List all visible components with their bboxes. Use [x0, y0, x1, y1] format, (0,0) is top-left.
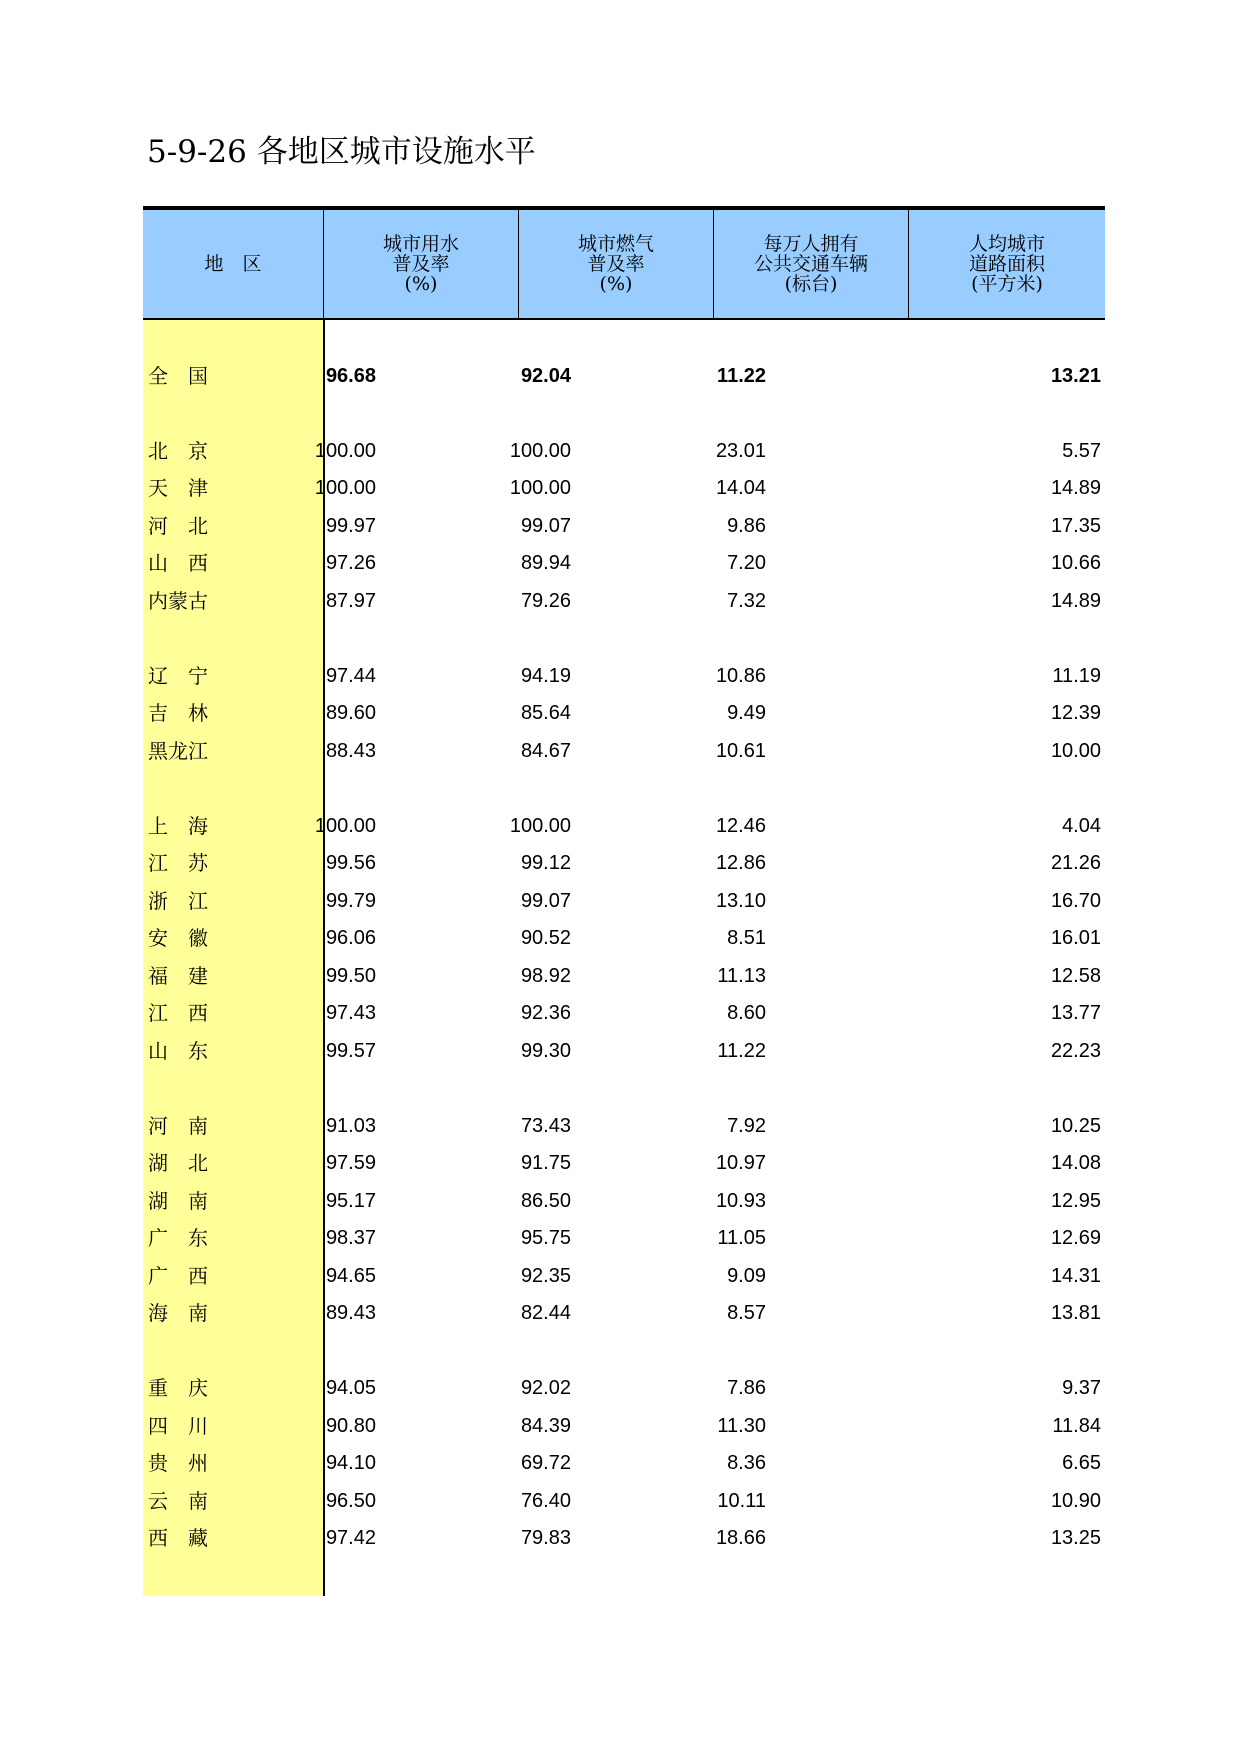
table-row — [143, 920, 1105, 956]
gas-coverage-cell: 99.30 — [520, 1040, 571, 1062]
gas-coverage-cell: 99.12 — [520, 852, 571, 874]
road-area-cell: 10.66 — [1050, 552, 1101, 574]
water-coverage-cell: 96.68 — [325, 365, 376, 387]
table-row — [143, 695, 1105, 731]
transit-vehicles-cell: 11.22 — [717, 365, 766, 387]
road-area-cell: 14.31 — [1050, 1265, 1101, 1287]
water-coverage-cell: 89.43 — [325, 1302, 376, 1324]
header-line: (%) — [599, 273, 633, 295]
road-area-cell: 9.37 — [1062, 1377, 1101, 1399]
region-cell: 四 川 — [148, 1414, 208, 1438]
transit-vehicles-cell: 10.61 — [715, 740, 766, 762]
header-gas-coverage — [519, 210, 713, 318]
table-row — [143, 583, 1105, 619]
road-area-cell: 12.95 — [1050, 1190, 1101, 1212]
header-line: 普及率 — [587, 253, 645, 275]
road-area-cell: 10.90 — [1050, 1490, 1101, 1512]
road-area-cell: 6.65 — [1062, 1452, 1101, 1474]
table-header — [143, 210, 1105, 320]
gas-coverage-cell: 92.04 — [520, 365, 571, 387]
header-public-transit — [714, 210, 908, 318]
transit-vehicles-cell: 10.11 — [717, 1490, 766, 1512]
water-coverage-cell: 100.00 — [314, 440, 376, 462]
gas-coverage-cell: 94.19 — [520, 665, 571, 687]
table-row — [143, 808, 1105, 844]
transit-vehicles-cell: 11.30 — [717, 1415, 766, 1437]
water-coverage-cell: 97.42 — [325, 1527, 376, 1549]
page-title: 5-9-26 各地区城市设施水平 — [147, 134, 536, 170]
water-coverage-cell: 94.10 — [325, 1452, 376, 1474]
table-row — [143, 508, 1105, 544]
road-area-cell: 10.25 — [1050, 1115, 1101, 1137]
water-coverage-cell: 91.03 — [325, 1115, 376, 1137]
road-area-cell: 14.08 — [1050, 1152, 1101, 1174]
region-cell: 天 津 — [148, 476, 208, 500]
table-row — [143, 1295, 1105, 1331]
gas-coverage-cell: 86.50 — [520, 1190, 571, 1212]
road-area-cell: 11.19 — [1052, 665, 1101, 687]
transit-vehicles-cell: 11.05 — [717, 1227, 766, 1249]
region-cell: 辽 宁 — [148, 664, 208, 688]
header-region — [143, 210, 323, 318]
region-cell: 山 东 — [148, 1039, 208, 1063]
road-area-cell: 4.04 — [1062, 815, 1101, 837]
region-cell: 湖 南 — [148, 1189, 208, 1213]
header-line: (%) — [404, 273, 438, 295]
road-area-cell: 10.00 — [1050, 740, 1101, 762]
table-row — [143, 1258, 1105, 1294]
region-cell: 黑龙江 — [148, 739, 208, 763]
header-line: (标台) — [784, 273, 838, 295]
region-cell: 内蒙古 — [148, 589, 208, 613]
gas-coverage-cell: 84.39 — [520, 1415, 571, 1437]
road-area-cell: 14.89 — [1050, 477, 1101, 499]
water-coverage-cell: 97.43 — [325, 1002, 376, 1024]
road-area-cell: 22.23 — [1050, 1040, 1101, 1062]
transit-vehicles-cell: 9.86 — [727, 515, 766, 537]
gas-coverage-cell: 92.02 — [520, 1377, 571, 1399]
gas-coverage-cell: 100.00 — [509, 815, 571, 837]
region-cell: 河 南 — [148, 1114, 208, 1138]
region-cell: 山 西 — [148, 551, 208, 575]
water-coverage-cell: 97.26 — [325, 552, 376, 574]
table-row — [143, 733, 1105, 769]
road-area-cell: 5.57 — [1062, 440, 1101, 462]
table-row — [143, 1108, 1105, 1144]
water-coverage-cell: 96.06 — [325, 927, 376, 949]
gas-coverage-cell: 98.92 — [520, 965, 571, 987]
region-cell: 湖 北 — [148, 1151, 208, 1175]
road-area-cell: 12.39 — [1050, 702, 1101, 724]
table-row — [143, 883, 1105, 919]
road-area-cell: 13.77 — [1050, 1002, 1101, 1024]
water-coverage-cell: 90.80 — [325, 1415, 376, 1437]
region-cell: 海 南 — [148, 1301, 208, 1325]
header-line: (平方米) — [971, 273, 1043, 295]
header-line: 城市用水 — [382, 233, 459, 255]
table-row — [143, 958, 1105, 994]
gas-coverage-cell: 69.72 — [520, 1452, 571, 1474]
region-cell: 西 藏 — [148, 1526, 208, 1550]
table-row — [143, 1220, 1105, 1256]
table-row — [143, 1520, 1105, 1556]
transit-vehicles-cell: 10.97 — [715, 1152, 766, 1174]
water-coverage-cell: 88.43 — [325, 740, 376, 762]
gas-coverage-cell: 92.36 — [520, 1002, 571, 1024]
road-area-cell: 13.21 — [1050, 365, 1101, 387]
transit-vehicles-cell: 14.04 — [715, 477, 766, 499]
water-coverage-cell: 94.65 — [325, 1265, 376, 1287]
water-coverage-cell: 98.37 — [325, 1227, 376, 1249]
road-area-cell: 16.01 — [1050, 927, 1101, 949]
transit-vehicles-cell: 10.86 — [715, 665, 766, 687]
road-area-cell: 14.89 — [1050, 590, 1101, 612]
header-region-line: 地 区 — [204, 253, 262, 275]
water-coverage-cell: 87.97 — [325, 590, 376, 612]
table-row — [143, 1408, 1105, 1444]
water-coverage-cell: 94.05 — [325, 1377, 376, 1399]
transit-vehicles-cell: 11.13 — [717, 965, 766, 987]
region-cell: 贵 州 — [148, 1451, 208, 1475]
transit-vehicles-cell: 8.51 — [727, 927, 766, 949]
water-coverage-cell: 97.59 — [325, 1152, 376, 1174]
table-row — [143, 470, 1105, 506]
water-coverage-cell: 89.60 — [325, 702, 376, 724]
transit-vehicles-cell: 7.92 — [727, 1115, 766, 1137]
transit-vehicles-cell: 18.66 — [715, 1527, 766, 1549]
gas-coverage-cell: 99.07 — [520, 515, 571, 537]
gas-coverage-cell: 89.94 — [520, 552, 571, 574]
water-coverage-cell: 95.17 — [325, 1190, 376, 1212]
gas-coverage-cell: 85.64 — [520, 702, 571, 724]
region-cell: 全 国 — [148, 364, 208, 388]
header-line: 普及率 — [392, 253, 450, 275]
region-cell: 浙 江 — [148, 889, 208, 913]
region-cell: 广 西 — [148, 1264, 208, 1288]
region-cell: 江 苏 — [148, 851, 208, 875]
water-coverage-cell: 100.00 — [314, 477, 376, 499]
table-row — [143, 1445, 1105, 1481]
table-row — [143, 1483, 1105, 1519]
table-row-total — [143, 358, 1105, 394]
table-row — [143, 658, 1105, 694]
transit-vehicles-cell: 8.36 — [727, 1452, 766, 1474]
table-row — [143, 1183, 1105, 1219]
road-area-cell: 13.81 — [1050, 1302, 1101, 1324]
gas-coverage-cell: 95.75 — [520, 1227, 571, 1249]
table-row — [143, 845, 1105, 881]
water-coverage-cell: 99.57 — [325, 1040, 376, 1062]
transit-vehicles-cell: 12.46 — [715, 815, 766, 837]
region-cell: 吉 林 — [148, 701, 208, 725]
water-coverage-cell: 96.50 — [325, 1490, 376, 1512]
water-coverage-cell: 97.44 — [325, 665, 376, 687]
table-row — [143, 1370, 1105, 1406]
region-cell: 广 东 — [148, 1226, 208, 1250]
gas-coverage-cell: 91.75 — [520, 1152, 571, 1174]
transit-vehicles-cell: 13.10 — [715, 890, 766, 912]
gas-coverage-cell: 73.43 — [520, 1115, 571, 1137]
header-line: 公共交通车辆 — [753, 253, 868, 275]
header-line: 城市燃气 — [577, 233, 654, 255]
water-coverage-cell: 99.97 — [325, 515, 376, 537]
region-cell: 上 海 — [148, 814, 208, 838]
region-cell: 云 南 — [148, 1489, 208, 1513]
transit-vehicles-cell: 8.60 — [727, 1002, 766, 1024]
region-cell: 福 建 — [148, 964, 208, 988]
transit-vehicles-cell: 10.93 — [715, 1190, 766, 1212]
transit-vehicles-cell: 7.32 — [727, 590, 766, 612]
header-line: 人均城市 — [968, 233, 1045, 255]
transit-vehicles-cell: 12.86 — [715, 852, 766, 874]
road-area-cell: 21.26 — [1050, 852, 1101, 874]
header-road-area — [909, 210, 1105, 318]
gas-coverage-cell: 90.52 — [520, 927, 571, 949]
gas-coverage-cell: 92.35 — [520, 1265, 571, 1287]
table-row — [143, 545, 1105, 581]
transit-vehicles-cell: 7.20 — [727, 552, 766, 574]
road-area-cell: 12.58 — [1050, 965, 1101, 987]
gas-coverage-cell: 100.00 — [509, 477, 571, 499]
transit-vehicles-cell: 11.22 — [717, 1040, 766, 1062]
gas-coverage-cell: 84.67 — [520, 740, 571, 762]
road-area-cell: 11.84 — [1052, 1415, 1101, 1437]
gas-coverage-cell: 76.40 — [520, 1490, 571, 1512]
water-coverage-cell: 99.79 — [325, 890, 376, 912]
region-cell: 河 北 — [148, 514, 208, 538]
table-row — [143, 1033, 1105, 1069]
road-area-cell: 13.25 — [1050, 1527, 1101, 1549]
gas-coverage-cell: 79.26 — [520, 590, 571, 612]
region-cell: 重 庆 — [148, 1376, 208, 1400]
water-coverage-cell: 100.00 — [314, 815, 376, 837]
header-line: 每万人拥有 — [763, 233, 859, 255]
road-area-cell: 12.69 — [1050, 1227, 1101, 1249]
transit-vehicles-cell: 7.86 — [727, 1377, 766, 1399]
transit-vehicles-cell: 9.09 — [727, 1265, 766, 1287]
water-coverage-cell: 99.56 — [325, 852, 376, 874]
gas-coverage-cell: 100.00 — [509, 440, 571, 462]
table-row — [143, 1145, 1105, 1181]
region-cell: 北 京 — [148, 439, 208, 463]
water-coverage-cell: 99.50 — [325, 965, 376, 987]
header-line: 道路面积 — [968, 253, 1045, 275]
gas-coverage-cell: 82.44 — [520, 1302, 571, 1324]
transit-vehicles-cell: 8.57 — [727, 1302, 766, 1324]
transit-vehicles-cell: 9.49 — [727, 702, 766, 724]
road-area-cell: 17.35 — [1050, 515, 1101, 537]
table-row — [143, 433, 1105, 469]
region-cell: 江 西 — [148, 1001, 208, 1025]
table-row — [143, 995, 1105, 1031]
gas-coverage-cell: 79.83 — [520, 1527, 571, 1549]
road-area-cell: 16.70 — [1050, 890, 1101, 912]
region-cell: 安 徽 — [148, 926, 208, 950]
transit-vehicles-cell: 23.01 — [715, 440, 766, 462]
header-water-coverage — [324, 210, 518, 318]
gas-coverage-cell: 99.07 — [520, 890, 571, 912]
